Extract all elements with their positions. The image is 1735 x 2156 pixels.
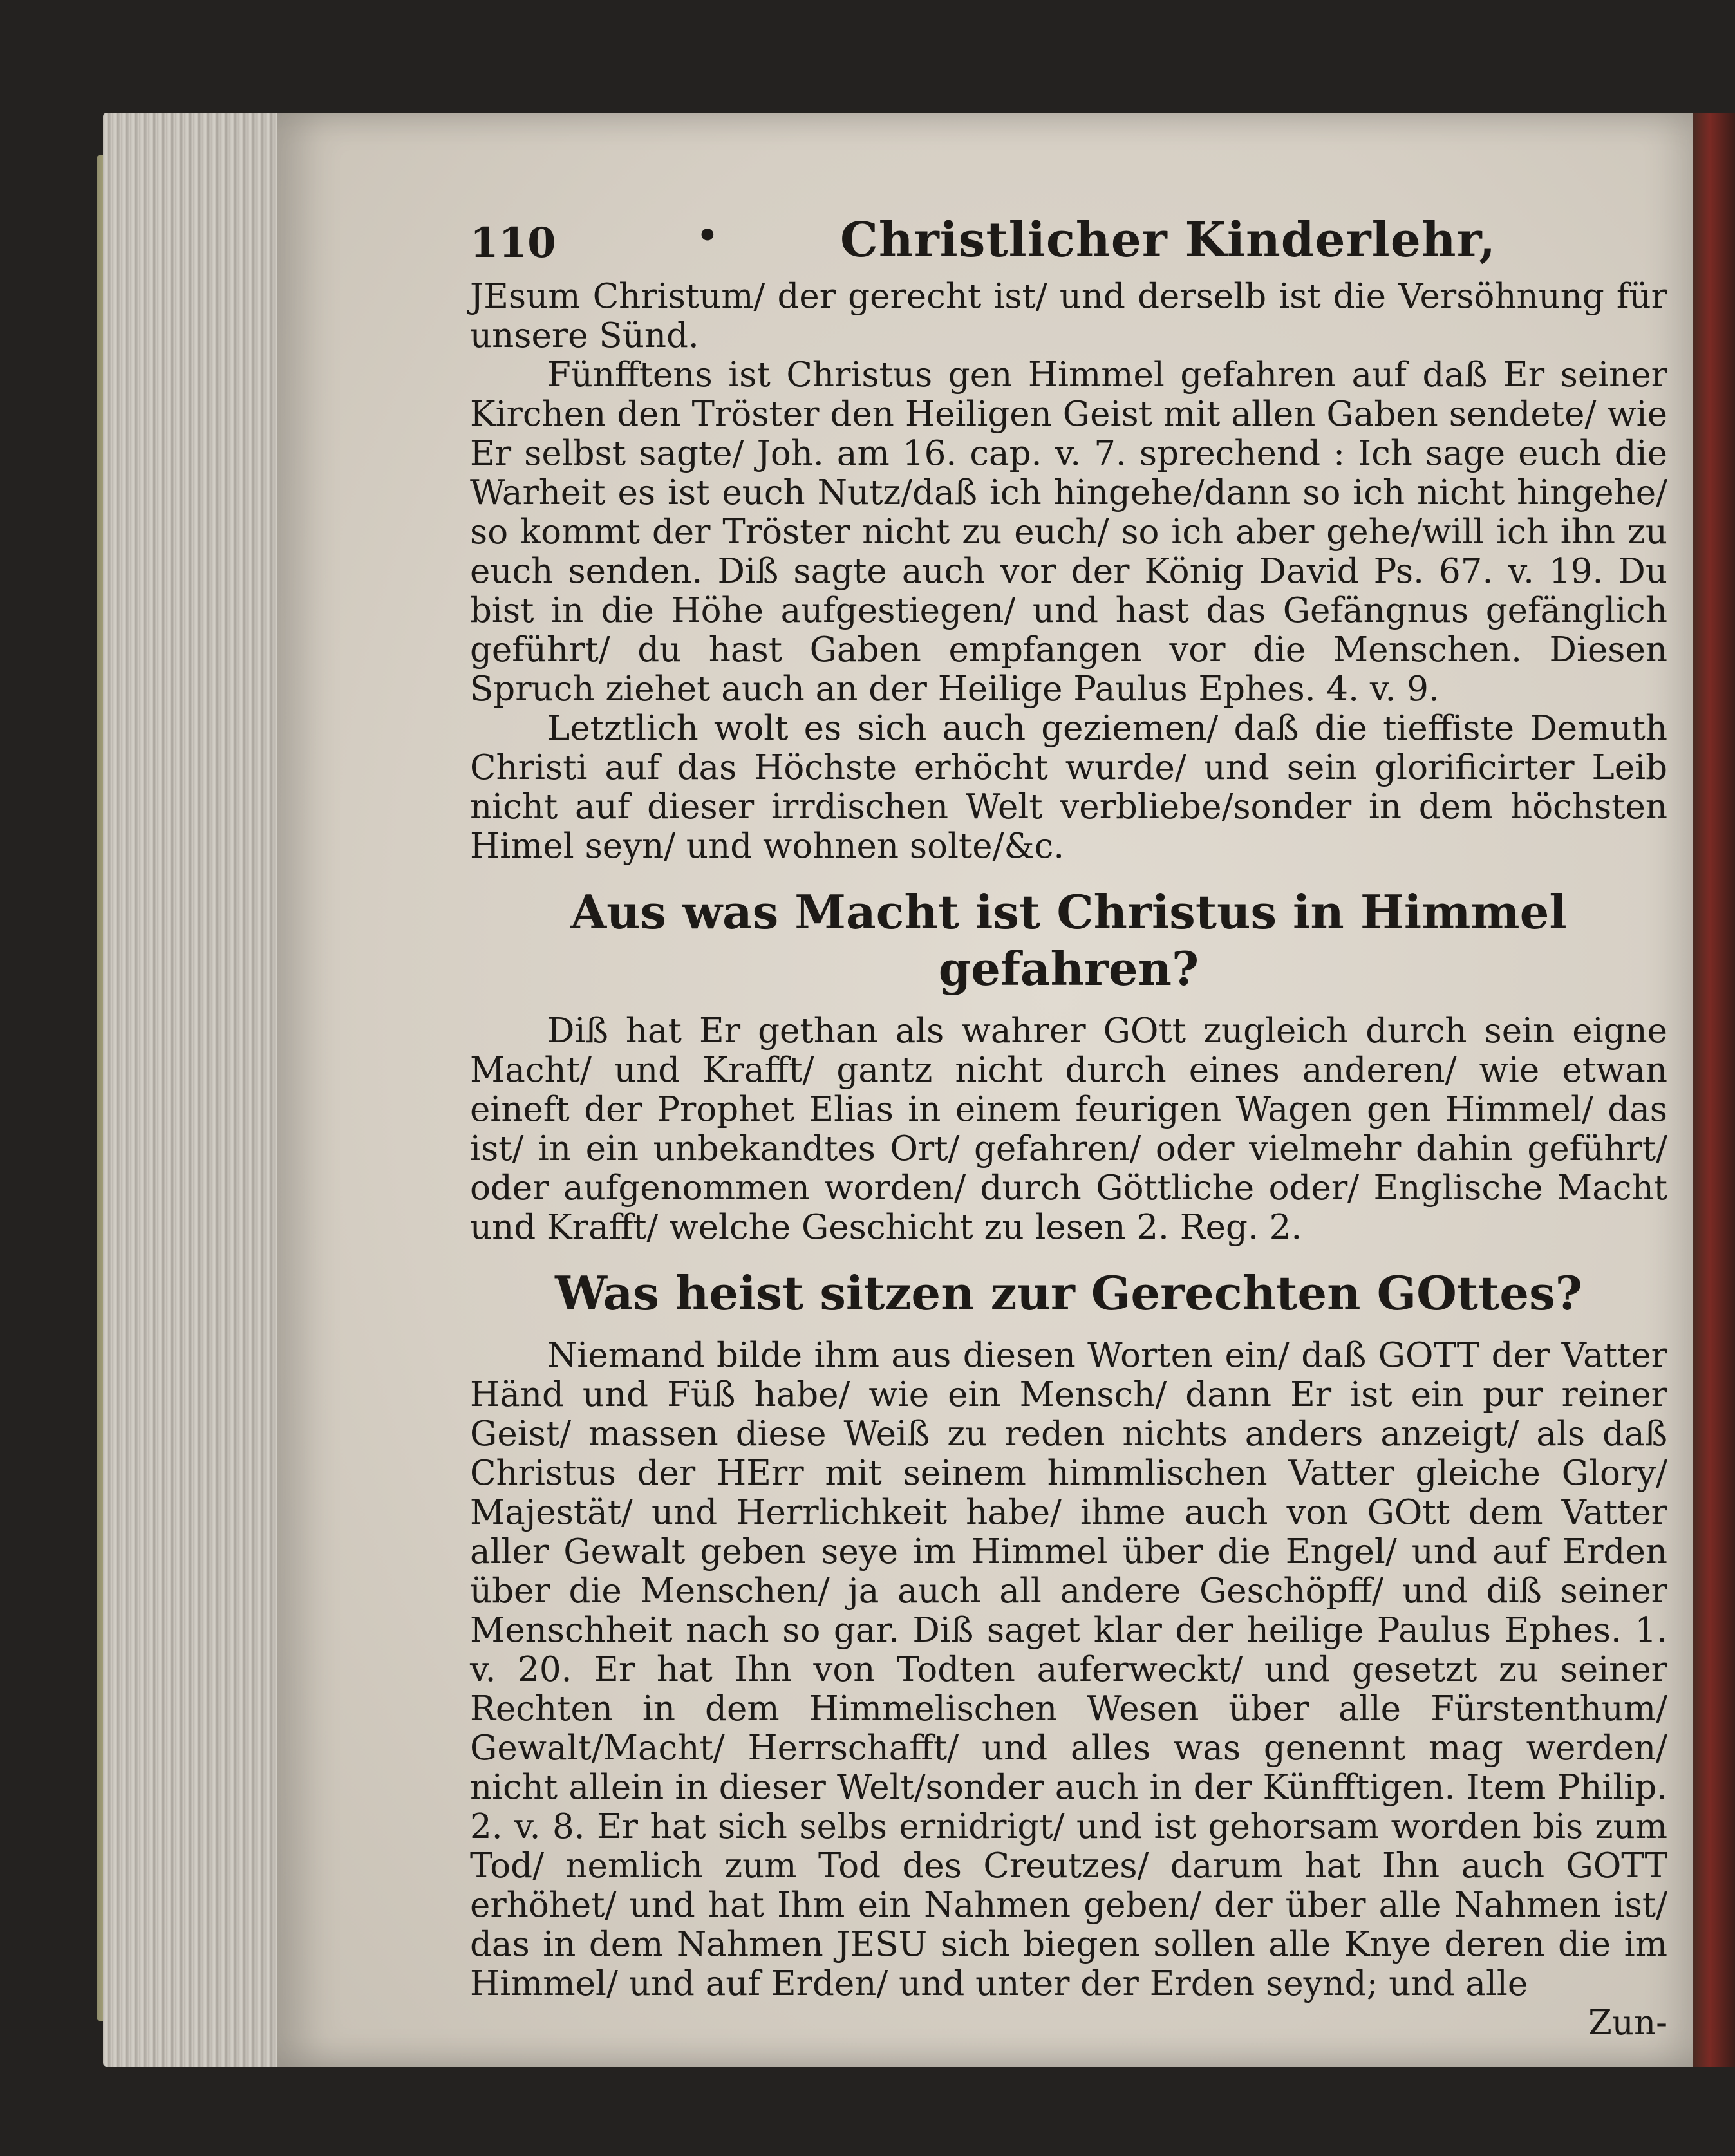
answer-paragraph-1: Diß hat Er gethan als wahrer GOtt zugleich durch sein eigne Macht/ und Krafft/ gantz nicht durch eines anderen/ wie etwan eineft der Prophet Elias in einem feurigen Wagen gen Himmel/ das ist/ in ein unbekandtes Ort/ gefahren/ oder vielmehr dahin geführt/ oder aufgenommen worden/ durch Göttliche oder/ Englische Macht und Krafft/ welche Geschicht zu lesen 2. Reg. 2. bbox=[470, 1011, 1667, 1247]
running-title: Christlicher Kinderlehr, bbox=[840, 212, 1496, 268]
question-heading-1: Aus was Macht ist Christus in Himmel gefahren? bbox=[570, 885, 1567, 996]
page-text-block bbox=[470, 193, 1667, 2043]
page-number: 110 bbox=[470, 219, 556, 267]
running-head bbox=[470, 193, 1667, 277]
header-separator: • bbox=[695, 212, 720, 260]
question-heading-2: Was heist sitzen zur Gerechten GOttes? bbox=[555, 1266, 1582, 1320]
paragraph-continuation: JEsum Christum/ der gerecht ist/ und derselb ist die Versöhnung für unsere Sünd. bbox=[470, 277, 1667, 355]
facing-page-binding bbox=[1693, 113, 1735, 2067]
page-edge-stack bbox=[103, 113, 296, 2067]
paragraph-fifth-point: Fünfftens ist Christus gen Himmel gefahren auf daß Er seiner Kirchen den Tröster den Heiligen Geist mit allen Gaben sendete/ wie Er selbst sagte/ Joh. am 16. cap. v. 7. sprechend : Ich sage euch die Warheit es ist euch Nutz/daß ich hingehe/dann so ich nicht hingehe/ so kommt der Tröster nicht zu euch/ so ich aber gehe/will ich ihn zu euch senden. Diß sagte auch vor der König David Ps. 67. v. 19. Du bist in die Höhe aufgestiegen/ und hast das Gefängnus gefänglich geführt/ du hast Gaben empfangen vor die Menschen. Diesen Spruch ziehet auch an der Heilige Paulus Ephes. 4. v. 9. bbox=[470, 355, 1667, 709]
catchword: Zun- bbox=[1588, 2003, 1667, 2043]
paragraph-lastly: Letztlich wolt es sich auch geziemen/ daß die tieffiste Demuth Christi auf das Höchste erhöcht wurde/ und sein glorificirter Leib nicht auf dieser irrdischen Welt verbliebe/sonder in dem höchsten Himel seyn/ und wohnen solte/&c. bbox=[470, 709, 1667, 866]
answer-paragraph-2: Niemand bilde ihm aus diesen Worten ein/ daß GOTT der Vatter Händ und Füß habe/ wie ein Mensch/ dann Er ist ein pur reiner Geist/ massen diese Weiß zu reden nichts anders anzeigt/ als daß Christus der HErr mit seinem himmlischen Vatter gleiche Glory/ Majestät/ und Herrlichkeit habe/ ihme auch von GOtt dem Vatter aller Gewalt geben seye im Himmel über die Engel/ und auf Erden über die Menschen/ ja auch all andere Geschöpff/ und diß seiner Menschheit nach so gar. Diß saget klar der heilige Paulus Ephes. 1. v. 20. Er hat Ihn von Todten auferweckt/ und gesetzt zu seiner Rechten in dem Himmelischen Wesen über alle Fürstenthum/ Gewalt/Macht/ Herrschafft/ und alles was genennt mag werden/ nicht allein in dieser Welt/sonder auch in der Künfftigen. Item Philip. 2. v. 8. Er hat sich selbs ernidrigt/ und ist gehorsam worden bis zum Tod/ nemlich zum Tod des Creutzes/ darum hat Ihn auch GOTT erhöhet/ und hat Ihm ein Nahmen geben/ der über alle Nahmen ist/ das in dem Nahmen JESU sich biegen sollen alle Knye deren die im Himmel/ und auf Erden/ und unter der Erden seynd; und alle bbox=[470, 1336, 1667, 2003]
